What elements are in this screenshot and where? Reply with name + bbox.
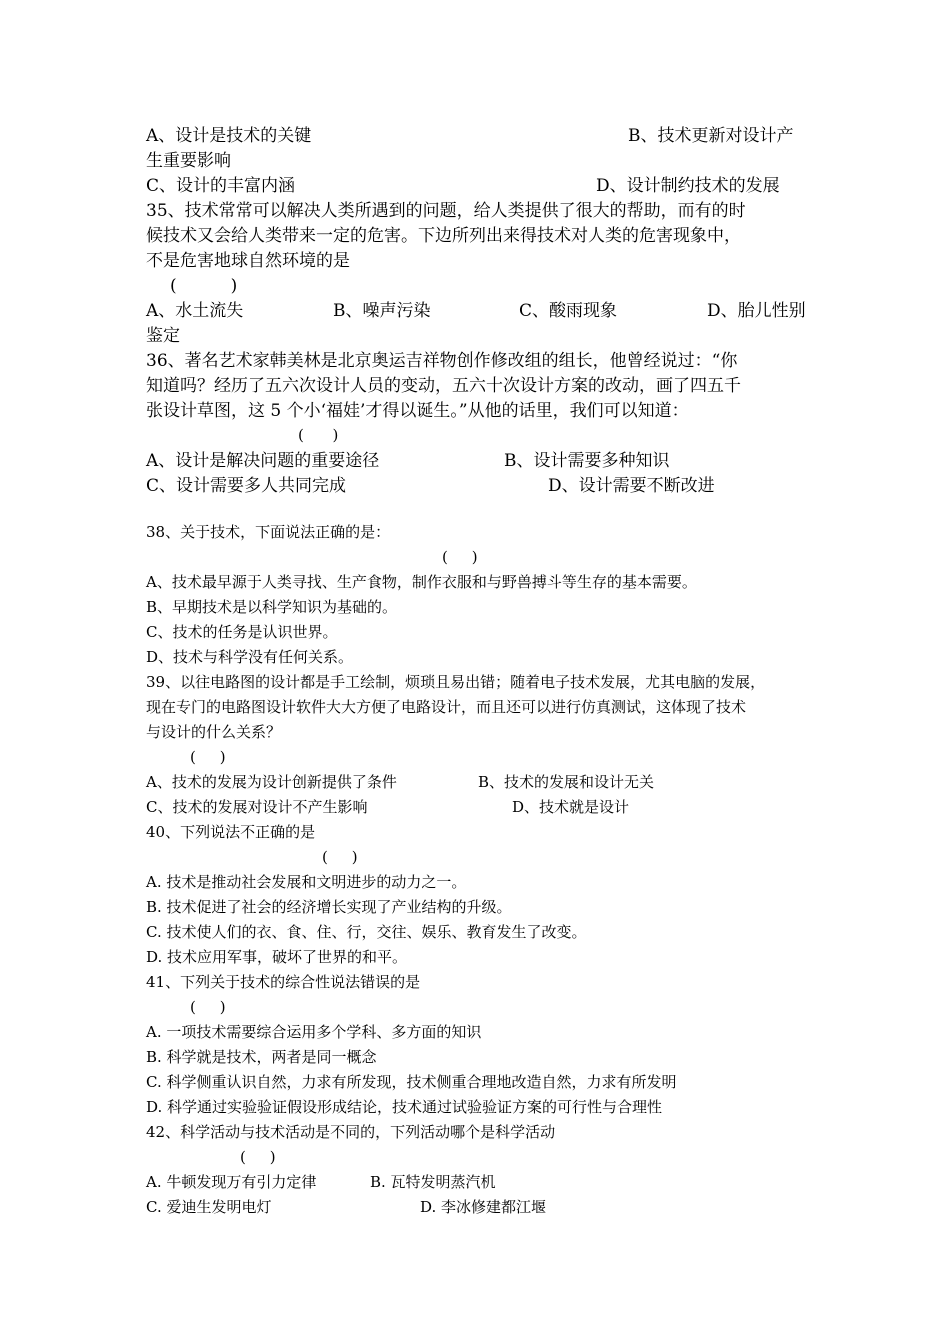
q41-option-d: D. 科学通过实验验证假设形成结论，技术通过试验验证方案的可行性与合理性	[146, 1098, 663, 1116]
q36-option-a: A、设计是解决问题的重要途径	[146, 451, 380, 471]
q35-stem-line1: 35、技术常常可以解决人类所遇到的问题，给人类提供了很大的帮助，而有的时	[146, 201, 746, 221]
q40-answer-paren: ( )	[322, 848, 358, 866]
q34-option-a: A、设计是技术的关键	[146, 126, 312, 146]
q40-stem: 40、下列说法不正确的是	[146, 823, 316, 841]
q36-stem-line1: 36、著名艺术家韩美林是北京奥运吉祥物创作修改组的组长，他曾经说过：“你	[146, 351, 738, 371]
q41-option-a: A. 一项技术需要综合运用多个学科、多方面的知识	[146, 1023, 482, 1041]
q42-answer-paren: ( )	[240, 1148, 276, 1166]
q40-option-b: B. 技术促进了社会的经济增长实现了产业结构的升级。	[146, 898, 512, 916]
q35-stem-line3: 不是危害地球自然环境的是	[146, 251, 350, 271]
q38-option-a: A、技术最早源于人类寻找、生产食物，制作衣服和与野兽搏斗等生存的基本需要。	[146, 573, 697, 591]
q38-option-c: C、技术的任务是认识世界。	[146, 623, 338, 641]
q34-option-d: D、设计制约技术的发展	[596, 176, 780, 196]
q41-option-c: C. 科学侧重认识自然，力求有所发现，技术侧重合理地改造自然，力求有所发明	[146, 1073, 677, 1091]
q39-stem-line3: 与设计的什么关系？	[146, 723, 282, 741]
q40-option-c: C. 技术使人们的衣、食、住、行，交往、娱乐、教育发生了改变。	[146, 923, 587, 941]
q38-option-d: D、技术与科学没有任何关系。	[146, 648, 354, 666]
q38-stem: 38、关于技术，下面说法正确的是：	[146, 523, 391, 541]
q36-stem-line2: 知道吗？经历了五六次设计人员的变动，五六十次设计方案的改动，画了四五千	[146, 376, 741, 396]
q35-option-b: B、噪声污染	[333, 301, 431, 321]
q39-option-d: D、技术就是设计	[512, 798, 630, 816]
q35-option-a: A、水土流失	[146, 301, 244, 321]
q34-option-b-cont: 生重要影响	[146, 151, 231, 171]
q36-option-c: C、设计需要多人共同完成	[146, 476, 347, 496]
q35-option-d-cont: 鉴定	[146, 326, 180, 346]
q41-answer-paren: ( )	[190, 998, 226, 1016]
q35-option-c: C、酸雨现象	[519, 301, 618, 321]
q38-answer-paren: ( )	[442, 548, 478, 566]
q39-option-c: C、技术的发展对设计不产生影响	[146, 798, 368, 816]
q41-stem: 41、下列关于技术的综合性说法错误的是	[146, 973, 421, 991]
q36-answer-paren: ( )	[298, 426, 339, 444]
q36-stem-line3: 张设计草图，这 5 个小‘福娃’才得以诞生。”从他的话里，我们可以知道：	[146, 401, 689, 421]
q42-stem: 42、科学活动与技术活动是不同的，下列活动哪个是科学活动	[146, 1123, 556, 1141]
q34-option-b: B、技术更新对设计产	[628, 126, 794, 146]
q38-option-b: B、早期技术是以科学知识为基础的。	[146, 598, 398, 616]
q39-answer-paren: ( )	[190, 748, 226, 766]
q40-option-d: D. 技术应用军事，破坏了世界的和平。	[146, 948, 408, 966]
q35-stem-line2: 候技术又会给人类带来一定的危害。下边所列出来得技术对人类的危害现象中，	[146, 226, 741, 246]
q42-option-d: D. 李冰修建都江堰	[420, 1198, 547, 1216]
q39-option-b: B、技术的发展和设计无关	[478, 773, 655, 791]
q42-option-a: A. 牛顿发现万有引力定律	[146, 1173, 317, 1191]
q42-option-c: C. 爱迪生发明电灯	[146, 1198, 272, 1216]
q40-option-a: A. 技术是推动社会发展和文明进步的动力之一。	[146, 873, 467, 891]
q41-option-b: B. 科学就是技术，两者是同一概念	[146, 1048, 377, 1066]
q36-option-d: D、设计需要不断改进	[548, 476, 715, 496]
q34-option-c: C、设计的丰富内涵	[146, 176, 296, 196]
q35-answer-paren: ( )	[170, 276, 238, 296]
q35-option-d: D、胎儿性别	[707, 301, 806, 321]
q39-stem-line2: 现在专门的电路图设计软件大大方便了电路设计，而且还可以进行仿真测试，这体现了技术	[146, 698, 747, 716]
q39-option-a: A、技术的发展为设计创新提供了条件	[146, 773, 397, 791]
q39-stem-line1: 39、以往电路图的设计都是手工绘制，烦琐且易出错；随着电子技术发展，尤其电脑的发展，	[146, 673, 766, 691]
q42-option-b: B. 瓦特发明蒸汽机	[370, 1173, 496, 1191]
q36-option-b: B、设计需要多种知识	[504, 451, 670, 471]
